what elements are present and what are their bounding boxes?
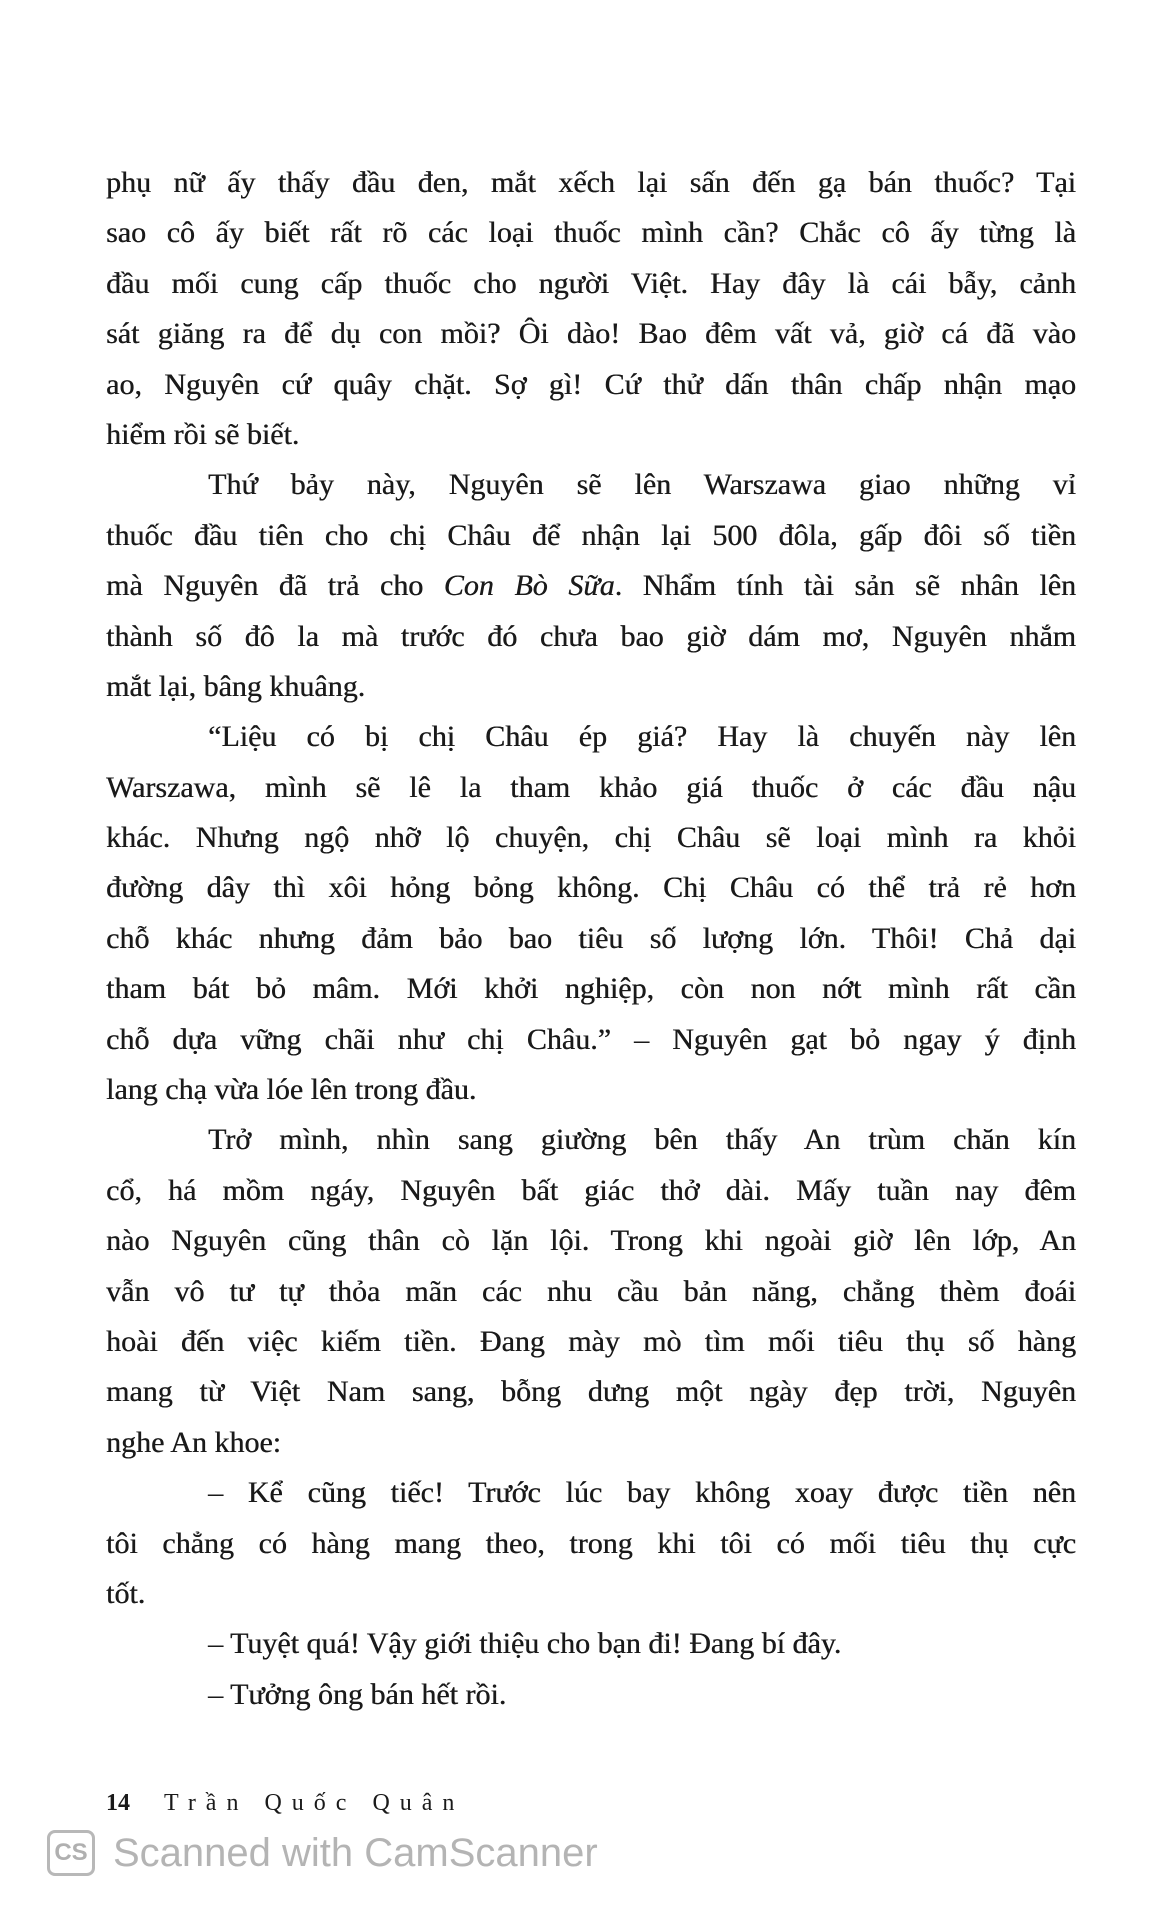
text-line: phụ nữ ấy thấy đầu đen, mắt xếch lại sấn đến gạ bán thuốc? Tại [106,166,1076,199]
text-line: đường dây thì xôi hỏng bỏng không. Chị Châu có thể trả rẻ hơn [106,871,1076,905]
watermark-text: Scanned with CamScanner [113,1830,598,1875]
page-number: 14 [106,1790,130,1816]
text-line: tôi chẳng có hàng mang theo, trong khi tôi có mối tiêu thụ cực [106,1526,1076,1560]
text-line: Thứ bảy này, Nguyên sẽ lên Warszawa giao những vỉ [208,468,1076,502]
text-line: Warszawa, mình sẽ lê la tham khảo giá thuốc ở các đầu nậu [106,770,1076,804]
paragraph [106,1619,1076,1669]
text-line: lang chạ vừa lóe lên trong đầu. [106,1073,477,1107]
camscanner-watermark [47,1830,598,1876]
text-segment: mà Nguyên đã trả cho [106,569,444,603]
text-line [106,561,1076,611]
text-line: thành số đô la mà trước đó chưa bao giờ dám mơ, Nguyên nhắm [106,619,1076,653]
text-line: ao, Nguyên cứ quây chặt. Sợ gì! Cứ thử dấn thân chấp nhận mạo [106,367,1076,401]
paragraph [106,158,1076,460]
text-segment: Con Bò Sữa [443,569,615,603]
paragraph [106,1115,1076,1468]
text-line: cổ, há mồm ngáy, Nguyên bất giác thở dài. Mấy tuần nay đêm [106,1173,1076,1207]
book-page-body [106,158,1076,1720]
text-line: nghe An khoe: [106,1425,281,1459]
text-line: chỗ khác nhưng đảm bảo bao tiêu số lượng lớn. Thôi! Chả dại [106,921,1076,955]
text-line: hiểm rồi sẽ biết. [106,417,300,451]
text-line: mắt lại, bâng khuâng. [106,669,366,703]
text-line: hoài đến việc kiếm tiền. Đang mày mò tìm mối tiêu thụ số hàng [106,1324,1076,1358]
text-line: sát giăng ra để dụ con mồi? Ôi dào! Bao đêm vất vả, giờ cá đã vào [106,317,1076,351]
text-segment: . Nhẩm tính tài sản sẽ nhân lên [614,569,1076,603]
camscanner-logo-icon: CS [47,1830,95,1876]
text-line: – Tuyệt quá! Vậy giới thiệu cho bạn đi! Đang bí đây. [208,1627,842,1661]
text-line: – Kể cũng tiếc! Trước lúc bay không xoay được tiền nên [208,1476,1076,1510]
text-line: khác. Nhưng ngộ nhỡ lộ chuyện, chị Châu sẽ loại mình ra khỏi [106,821,1076,855]
text-line: vẫn vô tư tự thỏa mãn các nhu cầu bản năng, chẳng thèm đoái [106,1274,1076,1308]
text-line: chỗ dựa vững chãi như chị Châu.” – Nguyên gạt bỏ ngay ý định [106,1022,1076,1056]
text-line: sao cô ấy biết rất rõ các loại thuốc mình cần? Chắc cô ấy từng là [106,216,1076,250]
text-line: mang từ Việt Nam sang, bỗng dưng một ngày đẹp trời, Nguyên [106,1375,1076,1409]
text-line: nào Nguyên cũng thân cò lặn lội. Trong khi ngoài giờ lên lớp, An [106,1224,1076,1258]
text-line: – Tưởng ông bán hết rồi. [208,1677,507,1711]
text-line: thuốc đầu tiên cho chị Châu để nhận lại 500 đôla, gấp đôi số tiền [106,518,1076,552]
text-line: tốt. [106,1576,146,1610]
paragraph [106,460,1076,712]
paragraph [106,712,1076,1115]
text-line: tham bát bỏ mâm. Mới khởi nghiệp, còn non nớt mình rất cần [106,972,1076,1006]
author-name: Trần Quốc Quân [164,1790,465,1816]
paragraph [106,1468,1076,1619]
text-line: Trở mình, nhìn sang giường bên thấy An trùm chăn kín [208,1123,1076,1157]
paragraph [106,1670,1076,1720]
page-footer [106,1790,464,1817]
text-line: “Liệu có bị chị Châu ép giá? Hay là chuyến này lên [208,720,1076,754]
text-line: đầu mối cung cấp thuốc cho người Việt. Hay đây là cái bẫy, cảnh [106,266,1076,300]
